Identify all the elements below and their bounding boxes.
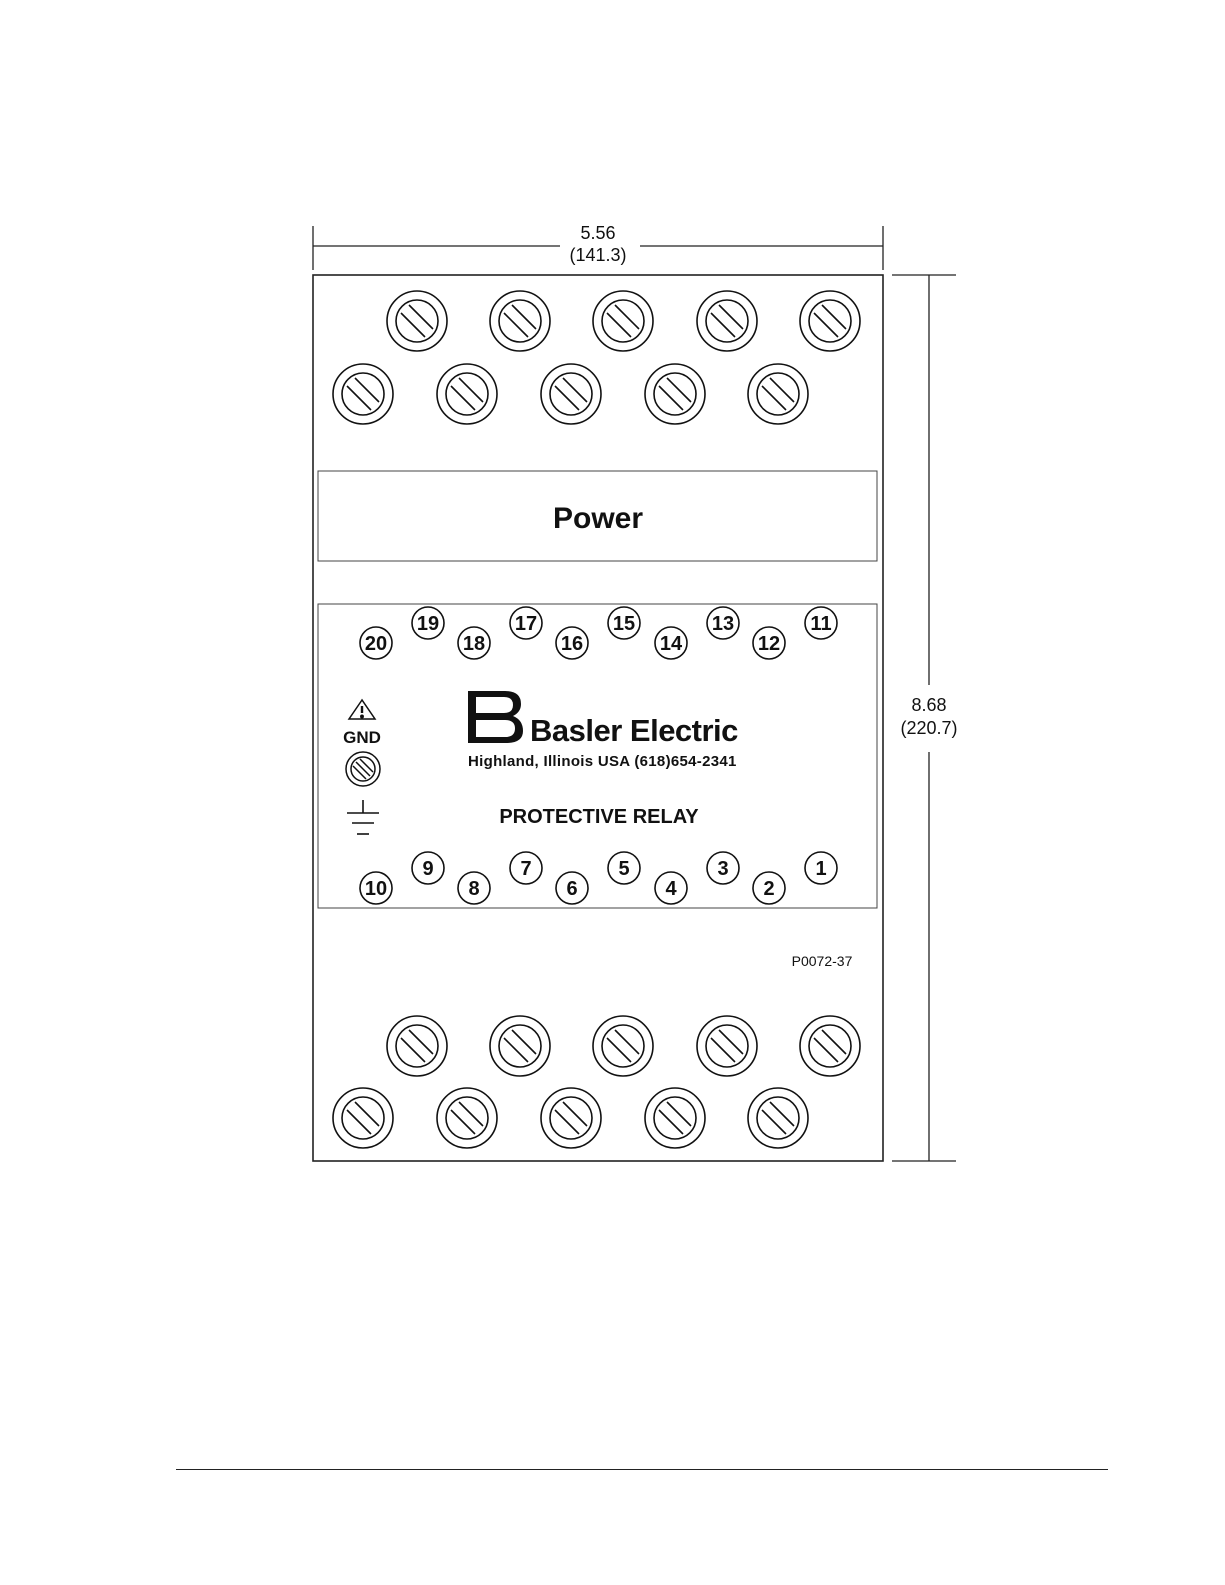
terminal-label: 20 [364, 633, 388, 655]
screw-icon [748, 364, 808, 424]
product-title: PROTECTIVE RELAY [499, 806, 699, 828]
part-number: P0072-37 [791, 953, 853, 969]
width-mm-label: (141.3) [569, 245, 627, 265]
gnd-label: GND [343, 728, 381, 747]
screw-icon [800, 291, 860, 351]
terminal-number [458, 627, 490, 659]
terminal-number [412, 607, 444, 639]
terminal-label: 7 [520, 858, 532, 880]
terminal-label: 17 [514, 613, 538, 635]
terminal-number [556, 627, 588, 659]
terminal-number [510, 607, 542, 639]
terminal-label: 9 [422, 858, 434, 880]
terminal-label: 6 [566, 878, 578, 900]
terminal-label: 8 [468, 878, 480, 900]
terminal-label: 12 [757, 633, 781, 655]
screw-icon [697, 291, 757, 351]
terminal-number [707, 852, 739, 884]
width-inches-label: 5.56 [580, 223, 616, 243]
height-inches-label: 8.68 [911, 695, 947, 715]
screw-icon [541, 1088, 601, 1148]
terminal-label: 15 [612, 613, 636, 635]
screw-icon [645, 364, 705, 424]
screw-icon [387, 1016, 447, 1076]
terminal-number [608, 607, 640, 639]
terminal-label: 10 [364, 878, 388, 900]
terminal-label: 2 [763, 878, 775, 900]
brand-name: Basler Electric [530, 713, 738, 748]
terminal-label: 3 [717, 858, 729, 880]
terminal-label: 14 [659, 633, 683, 655]
screw-icon [333, 364, 393, 424]
terminal-label: 11 [810, 613, 832, 635]
terminal-label: 13 [711, 613, 735, 635]
screw-icon [387, 291, 447, 351]
brand-address: Highland, Illinois USA (618)654-2341 [468, 753, 737, 770]
screw-icon [437, 1088, 497, 1148]
screw-icon [333, 1088, 393, 1148]
terminal-number [360, 872, 392, 904]
terminal-number [412, 852, 444, 884]
terminal-number [655, 872, 687, 904]
screw-icon [697, 1016, 757, 1076]
screw-icon [800, 1016, 860, 1076]
terminal-label: 19 [416, 613, 440, 635]
terminal-label: 5 [618, 858, 630, 880]
height-mm-label: (220.7) [900, 718, 958, 738]
terminal-number [360, 627, 392, 659]
screw-icon [645, 1088, 705, 1148]
screw-icon [593, 291, 653, 351]
terminal-number [458, 872, 490, 904]
terminal-label: 1 [815, 858, 827, 880]
terminal-number [805, 607, 837, 639]
terminal-number [556, 872, 588, 904]
terminal-number [655, 627, 687, 659]
terminal-number [753, 627, 785, 659]
terminal-number [753, 872, 785, 904]
terminal-number [608, 852, 640, 884]
screw-icon [541, 364, 601, 424]
terminal-label: 16 [560, 633, 584, 655]
screw-icon [593, 1016, 653, 1076]
footer-rule [176, 1469, 1108, 1470]
terminal-number [510, 852, 542, 884]
terminal-label: 4 [665, 878, 677, 900]
gnd-screw-icon [346, 752, 380, 786]
terminal-number [805, 852, 837, 884]
terminal-number [707, 607, 739, 639]
screw-icon [490, 291, 550, 351]
screw-icon [490, 1016, 550, 1076]
terminal-label: 18 [462, 633, 486, 655]
screw-icon [437, 364, 497, 424]
power-label: Power [552, 502, 644, 535]
screw-icon [748, 1088, 808, 1148]
